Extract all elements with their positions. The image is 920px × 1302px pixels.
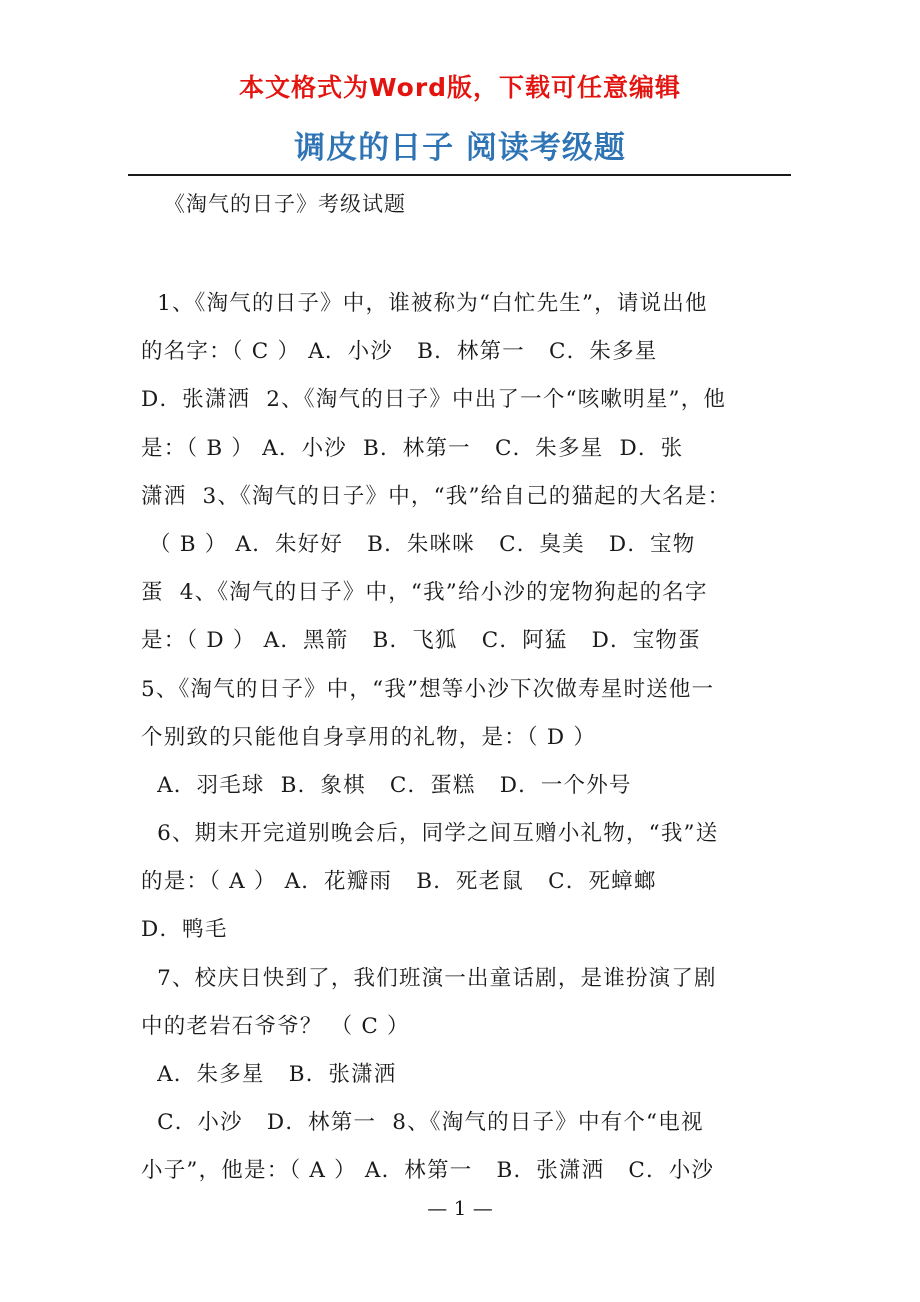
text-line: A．朱多星 B．张潇洒: [141, 1062, 397, 1087]
text-line: 的是：（ A ） A．花瓣雨 B．死老鼠 C．死蟑螂: [141, 869, 657, 895]
text-line: 1、《淘气的日子》中，谁被称为“白忙先生”，请说出他: [141, 291, 708, 316]
text-line: 的名字：（ C ） A．小沙 B．林第一 C．朱多星: [141, 339, 658, 365]
text-line: 5、《淘气的日子》中，“我”想等小沙下次做寿星时送他一: [141, 676, 715, 702]
text-line: 潇洒 3、《淘气的日子》中，“我”给自己的猫起的大名是：: [141, 483, 731, 509]
text-line: 7、校庆日快到了，我们班演一出童话剧，是谁扮演了剧: [141, 965, 717, 991]
question-body: [141, 280, 791, 1196]
title-divider: [128, 174, 791, 176]
text-line: 6、期末开完道别晚会后，同学之间互赠小礼物，“我”送: [141, 821, 719, 847]
text-line: C．小沙 D．林第一 8、《淘气的日子》中有个“电视: [141, 1110, 704, 1136]
text-line: 是：（ D ） A．黑箭 B．飞狐 C．阿猛 D．宝物蛋: [141, 628, 701, 654]
page-number: — 1 —: [427, 1196, 493, 1220]
text-line: A．羽毛球 B．象棋 C．蛋糕 D．一个外号: [141, 772, 632, 798]
text-line: 中的老岩石爷爷？ （ C ）: [141, 1013, 410, 1039]
text-line: 个别致的只能他自身享用的礼物，是：（ D ）: [141, 724, 597, 750]
text-line: 是：（ B ） A．小沙 B．林第一 C．朱多星 D．张: [141, 435, 684, 461]
document-title: 调皮的日子 阅读考级题: [294, 130, 626, 166]
text-line: （ B ） A．朱好好 B．朱咪咪 C．臭美 D．宝物: [141, 531, 696, 557]
document-subtitle: 《淘气的日子》考级试题: [164, 192, 406, 216]
download-banner: 本文格式为Word版，下载可任意编辑: [238, 73, 682, 102]
text-line: D．张潇洒 2、《淘气的日子》中出了一个“咳嗽明星”，他: [141, 387, 727, 413]
text-line: D．鸭毛: [141, 917, 228, 943]
text-line: 小子”，他是：（ A ） A．林第一 B．张潇洒 C．小沙: [141, 1158, 715, 1184]
text-line: 蛋 4、《淘气的日子》中，“我”给小沙的宠物狗起的名字: [141, 580, 708, 606]
